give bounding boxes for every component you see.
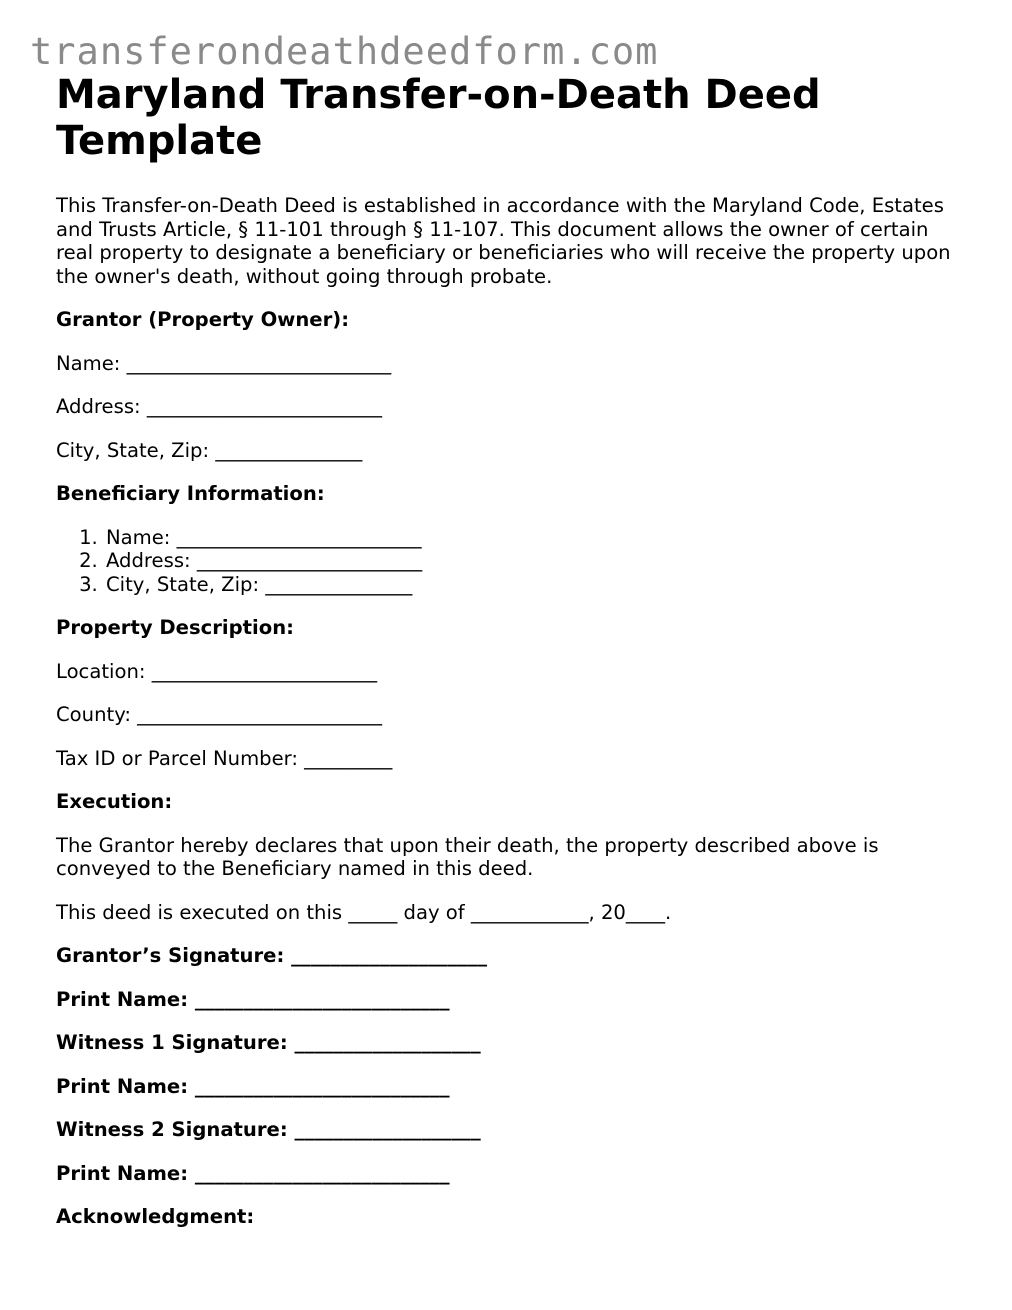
grantor-heading: Grantor (Property Owner): — [56, 308, 350, 331]
grantor-city-field: City, State, Zip: _______________ — [56, 438, 363, 462]
property-location-field: Location: _______________________ — [56, 659, 378, 683]
grantor-name-field: Name: ___________________________ — [56, 351, 392, 375]
property-tax-id-field: Tax ID or Parcel Number: _________ — [56, 746, 393, 770]
acknowledgment-heading: Acknowledgment: — [56, 1205, 255, 1228]
execution-heading: Execution: — [56, 790, 173, 813]
execution-declaration: The Grantor hereby declares that upon their death, the property described above is conveyed to the Beneficiary named in this deed. — [56, 833, 879, 880]
document-page — [56, 72, 966, 1229]
property-heading: Property Description: — [56, 616, 294, 639]
witness1-signature-line: Witness 1 Signature: ___________________ — [56, 1031, 481, 1054]
witness2-print-name-line: Print Name: __________________________ — [56, 1161, 450, 1185]
grantor-print-name-line: Print Name: __________________________ — [56, 987, 450, 1011]
beneficiary-name-field: 1. Name: _________________________ — [104, 526, 966, 550]
beneficiary-heading: Beneficiary Information: — [56, 482, 325, 505]
property-county-field: County: _________________________ — [56, 703, 383, 726]
grantor-address-field: Address: ________________________ — [56, 395, 382, 418]
witness1-print-name-line: Print Name: __________________________ — [56, 1074, 450, 1098]
witness2-signature-line: Witness 2 Signature: ___________________ — [56, 1118, 481, 1141]
intro-paragraph: This Transfer-on-Death Deed is established in accordance with the Maryland Code, Estates and Trusts Article, § 11-101 through § 11-107. This document allows the owner of certain real property to designate a beneficiary or beneficiaries who will receive the property upon the owner's death, without going through probate. — [56, 194, 951, 288]
beneficiary-list — [56, 526, 966, 597]
grantor-signature-line: Grantor’s Signature: ____________________ — [56, 944, 488, 967]
beneficiary-address-field: 2. Address: _______________________ — [104, 549, 966, 573]
site-watermark: transferondeathdeedform.com — [30, 30, 659, 73]
execution-date-line: This deed is executed on this _____ day of ____________, 20____. — [56, 900, 672, 924]
page-title: Maryland Transfer-on-Death Deed Template — [56, 72, 821, 164]
beneficiary-city-field: 3. City, State, Zip: _______________ — [104, 573, 966, 597]
